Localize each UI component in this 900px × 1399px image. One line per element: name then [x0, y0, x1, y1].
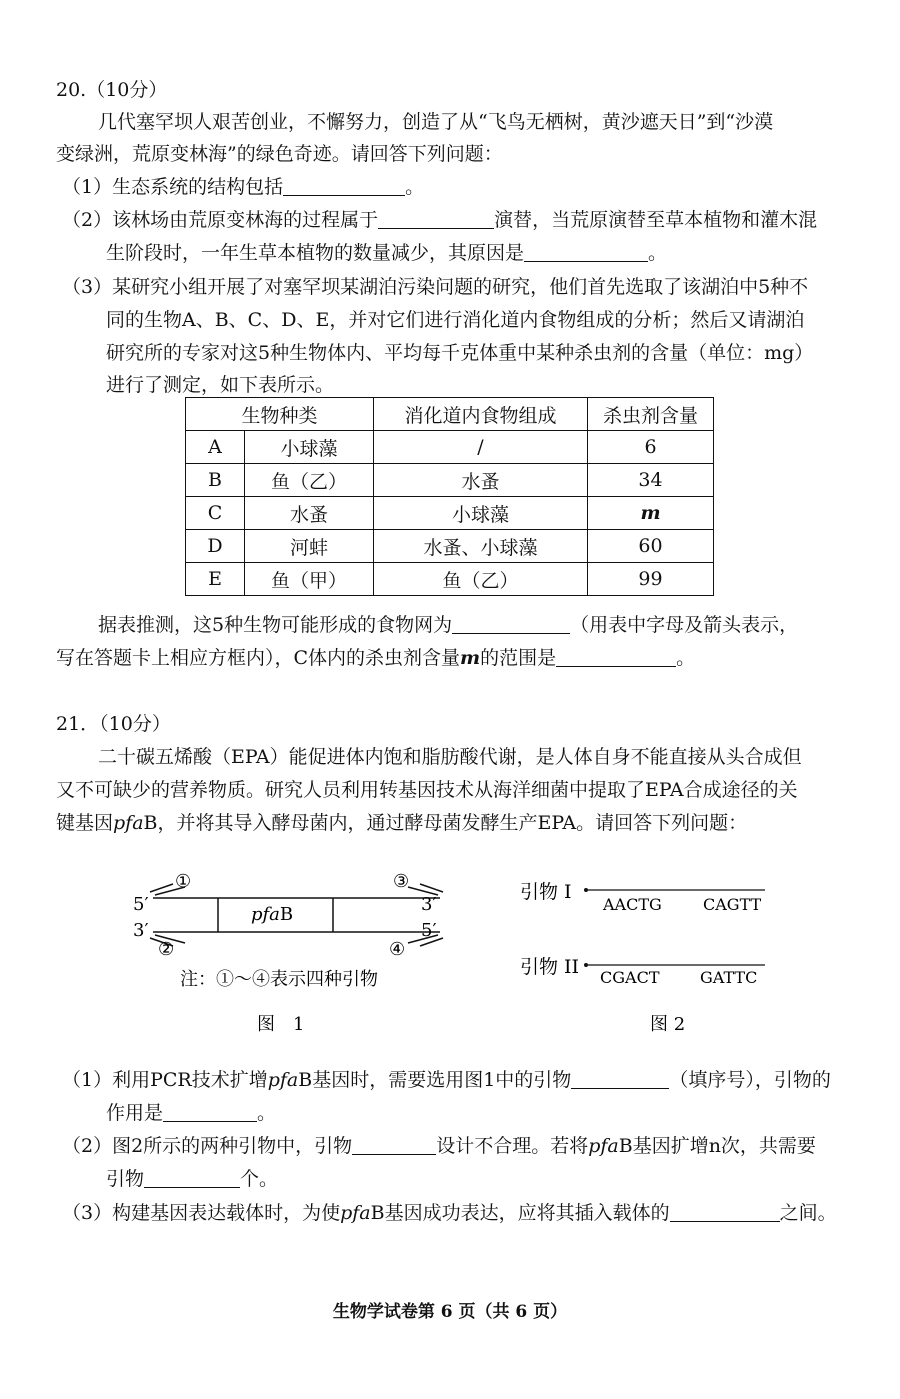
primer-I-seq1: AACTG: [603, 895, 662, 914]
q20-inference-text-c: 写在答题卡上相应方框内），C体内的杀虫剂含量: [56, 647, 461, 669]
primer-3-label: ③: [393, 871, 410, 892]
organism-name: 鱼（乙）: [245, 464, 374, 497]
answer-blank[interactable]: [283, 174, 405, 196]
q20-part1-text: （1）生态系统的结构包括: [62, 176, 284, 198]
q20-part2-line1: [62, 205, 817, 232]
gene-label: [251, 904, 293, 925]
organism-food: /: [374, 431, 588, 464]
q20-part3-line2: 同的生物A、B、C、D、E，并对它们进行消化道内食物组成的分析；然后又请湖泊: [106, 309, 805, 331]
q20-part1: [62, 172, 424, 199]
q20-inference-end: 。: [676, 647, 696, 669]
q21-part2-text-a: （2）图2所示的两种引物中，引物: [62, 1135, 353, 1157]
q20-inference-text-a: 据表推测，这5种生物可能形成的食物网为: [98, 614, 453, 636]
q20-part3-line4: 进行了测定，如下表所示。: [106, 374, 335, 396]
table-row: [186, 530, 714, 563]
organism-id: B: [186, 464, 245, 497]
primer-II-seq2: GATTC: [700, 968, 758, 987]
organism-food: 水蚤: [374, 464, 588, 497]
organism-food: 水蚤、小球藻: [374, 530, 588, 563]
q21-intro-text-b: B，并将其导入酵母菌内，通过酵母菌发酵生产EPA。请回答下列问题：: [143, 812, 748, 834]
answer-blank[interactable]: [352, 1133, 436, 1155]
answer-blank[interactable]: [571, 1067, 669, 1089]
q21-part1-line2: [106, 1098, 276, 1125]
answer-blank[interactable]: [524, 240, 648, 262]
q20-inference-line1: [98, 610, 798, 637]
q21-part1-text-d: 作用是: [106, 1102, 164, 1124]
table-row: [186, 464, 714, 497]
answer-blank[interactable]: [144, 1166, 240, 1188]
organism-id: C: [186, 497, 245, 530]
table-row: [186, 431, 714, 464]
organism-id: A: [186, 431, 245, 464]
organism-food: 小球藻: [374, 497, 588, 530]
q21-part2-text-b: 设计不合理。若将: [436, 1135, 589, 1157]
page-footer: 生物学试卷第 6 页（共 6 页）: [332, 1302, 568, 1322]
q21-part3-text-a: （3）构建基因表达载体时，为使: [62, 1202, 341, 1224]
organism-pesticide: 34: [588, 464, 714, 497]
q20-intro-line1: 几代塞罕坝人艰苦创业，不懈努力，创造了从“飞鸟无栖树，黄沙遮天日”到“沙漠: [98, 111, 774, 133]
primer-I-seq2: CAGTT: [703, 895, 762, 914]
q20-heading: 20.（10分）: [56, 79, 168, 101]
organism-id: E: [186, 563, 245, 596]
q21-part1-line1: [62, 1065, 831, 1092]
variable-m: m: [460, 647, 481, 669]
q21-part3: [62, 1198, 837, 1225]
primer-II-label: 引物 II: [520, 956, 580, 978]
gene-label-rest: B: [279, 904, 294, 925]
organism-id: D: [186, 530, 245, 563]
primer-II-dot: [584, 963, 588, 967]
col-header-pesticide: 杀虫剂含量: [588, 398, 714, 431]
q20-part2-line2: [106, 238, 667, 265]
q20-inference-line2: [56, 643, 695, 670]
q21-intro-line1: 二十碳五烯酸（EPA）能促进体内饱和脂肪酸代谢，是人体自身不能直接从头合成但: [98, 746, 802, 768]
q21-heading: 21．（10分）: [56, 713, 171, 735]
left-bottom-end: 3′: [133, 920, 149, 941]
q20-intro-line2: 变绿洲，荒原变林海”的绿色奇迹。请回答下列问题：: [56, 143, 503, 165]
q20-part1-end: 。: [405, 176, 425, 198]
primer-1-label: ①: [175, 871, 192, 892]
answer-blank[interactable]: [163, 1100, 257, 1122]
organism-pesticide: m: [588, 497, 714, 530]
q20-part2-text-c: 生阶段时，一年生草本植物的数量减少，其原因是: [106, 242, 525, 264]
q20-part2-text-b: 演替，当荒原演替至草本植物和灌木混: [494, 209, 818, 231]
table-row: [186, 497, 714, 530]
right-top-end: 3′: [421, 894, 437, 915]
q21-part2-text-c: B基因扩增n次，共需要: [618, 1135, 816, 1157]
answer-blank[interactable]: [556, 645, 676, 667]
organism-name: 小球藻: [245, 431, 374, 464]
organism-pesticide: 60: [588, 530, 714, 563]
col-header-species: 生物种类: [186, 398, 374, 431]
left-top-end: 5′: [133, 894, 149, 915]
organism-name: 鱼（甲）: [245, 563, 374, 596]
organism-name: 水蚤: [245, 497, 374, 530]
organism-name: 河蚌: [245, 530, 374, 563]
organism-food: 鱼（乙）: [374, 563, 588, 596]
gene-label-italic: pfa: [251, 904, 280, 925]
primer-I-dot: [584, 888, 588, 892]
primer-II-seq1: CGACT: [600, 968, 660, 987]
figure-1-note: 注：①～④表示四种引物: [180, 969, 378, 990]
figure-2-primer-sequences: [520, 870, 780, 1045]
q21-part2-line2: [106, 1164, 278, 1191]
q21-part1-text-b: B基因时，需要选用图1中的引物: [298, 1069, 572, 1091]
q20-part2-end: 。: [648, 242, 668, 264]
q20-inference-text-b: （用表中字母及箭头表示，: [570, 614, 799, 636]
gene-name: pfa: [267, 1069, 299, 1091]
col-header-food: 消化道内食物组成: [374, 398, 588, 431]
gene-name: pfa: [113, 812, 144, 834]
q21-part3-end: 之间。: [779, 1202, 837, 1224]
gene-name: pfa: [588, 1135, 619, 1157]
answer-blank[interactable]: [378, 207, 494, 229]
figure-2-caption: 图 2: [650, 1014, 686, 1035]
q21-intro-line3: [56, 808, 747, 835]
figure-1-primer-diagram: [125, 870, 465, 1045]
q21-part1-end: 。: [257, 1102, 277, 1124]
answer-blank[interactable]: [452, 612, 570, 634]
q21-part1-text-c: （填序号），引物的: [669, 1069, 831, 1091]
organism-pesticide: 99: [588, 563, 714, 596]
table-row: [186, 563, 714, 596]
q21-part2-line1: [62, 1131, 816, 1158]
table-header-row: [186, 398, 714, 431]
q21-part2-end: 个。: [240, 1168, 279, 1190]
answer-blank[interactable]: [670, 1200, 780, 1222]
right-bottom-end: 5′: [421, 920, 437, 941]
primer-4-label: ④: [389, 939, 406, 960]
q21-part3-text-b: B基因成功表达，应将其插入载体的: [370, 1202, 670, 1224]
q21-part1-text-a: （1）利用PCR技术扩增: [62, 1069, 268, 1091]
primer-I-label: 引物 I: [520, 881, 572, 903]
organism-pesticide: 6: [588, 431, 714, 464]
gene-name: pfa: [340, 1202, 371, 1224]
q20-part3-line3: 研究所的专家对这5种生物体内、平均每千克体重中某种杀虫剂的含量（单位：mg）: [106, 342, 814, 364]
q21-part2-text-d: 引物: [106, 1168, 145, 1190]
q20-part2-text-a: （2）该林场由荒原变林海的过程属于: [62, 209, 379, 231]
q20-part3-line1: （3）某研究小组开展了对塞罕坝某湖泊污染问题的研究，他们首先选取了该湖泊中5种不: [62, 276, 809, 298]
q21-intro-text-a: 键基因: [56, 812, 114, 834]
q21-intro-line2: 又不可缺少的营养物质。研究人员利用转基因技术从海洋细菌中提取了EPA合成途径的关: [56, 779, 798, 801]
primer-2-label: ②: [158, 939, 175, 960]
figure-1-caption: 图 1: [257, 1014, 305, 1035]
q20-inference-text-d: 的范围是: [480, 647, 557, 669]
pesticide-table: [185, 397, 714, 596]
